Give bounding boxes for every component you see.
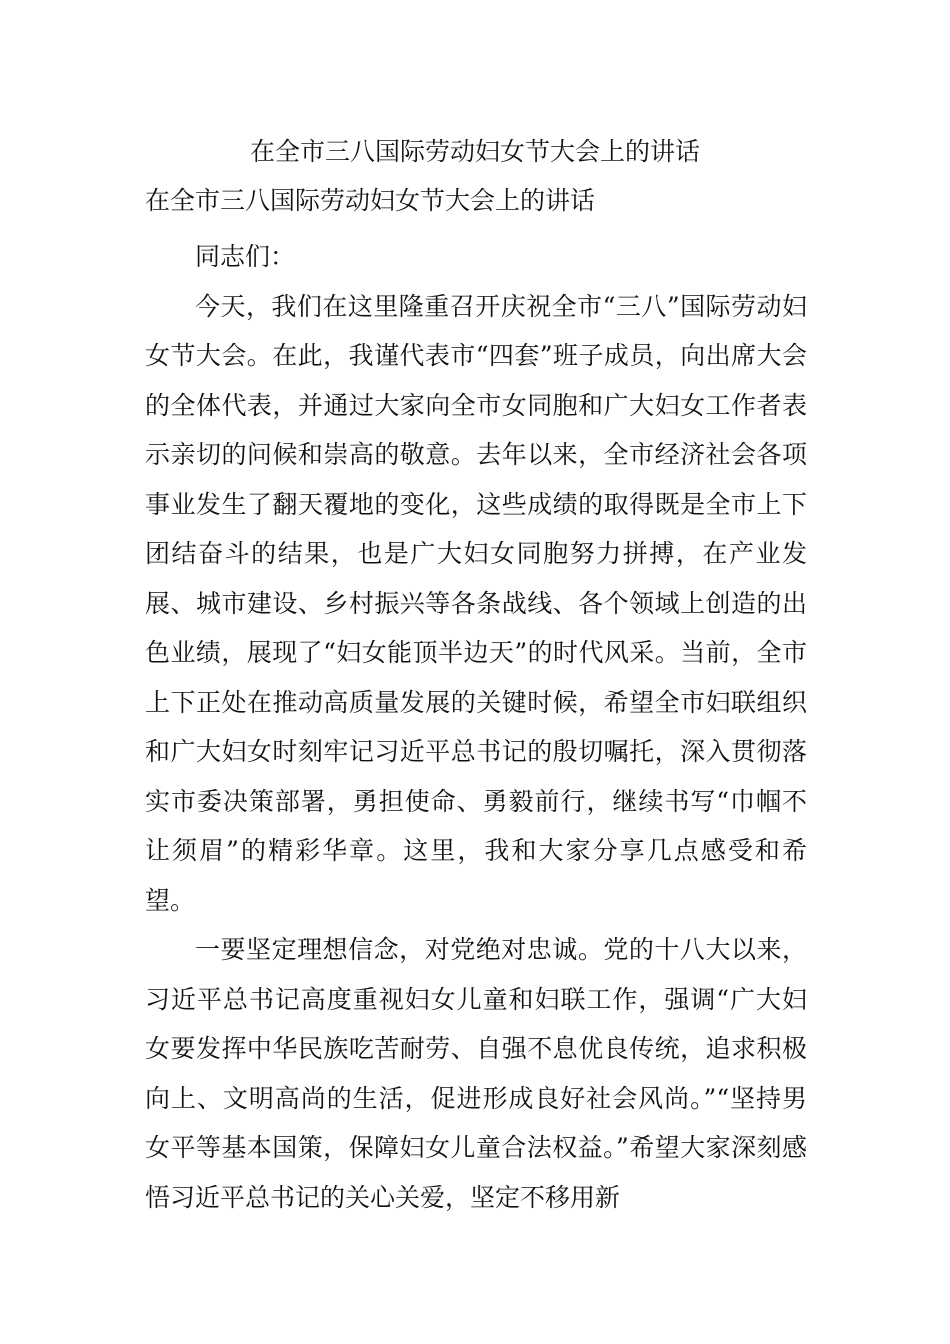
salutation: 同志们： <box>195 242 296 271</box>
document-title: 在全市三八国际劳动妇女节大会上的讲话 <box>249 137 700 166</box>
document-body <box>145 232 807 1222</box>
document-subtitle: 在全市三八国际劳动妇女节大会上的讲话 <box>145 186 596 215</box>
paragraph-2: 一要坚定理想信念，对党绝对忠诚。党的十八大以来，习近平总书记高度重视妇女儿童和妇联工作，强调“广大妇女要发挥中华民族吃苦耐劳、自强不息优良传统，追求积极向上、文明高尚的生活，促进形成良好社会风尚。”“坚持男女平等基本国策，保障妇女儿童合法权益。”希望大家深刻感悟习近平总书记的关心关爱，坚定不移用新 <box>145 935 807 1212</box>
paragraph-1: 今天，我们在这里隆重召开庆祝全市“三八”国际劳动妇女节大会。在此，我谨代表市“四套”班子成员，向出席大会的全体代表，并通过大家向全市女同胞和广大妇女工作者表示亲切的问候和崇高的敬意。去年以来，全市经济社会各项事业发生了翻天覆地的变化，这些成绩的取得既是全市上下团结奋斗的结果，也是广大妇女同胞努力拼搏，在产业发展、城市建设、乡村振兴等各条战线、各个领域上创造的出色业绩，展现了“妇女能顶半边天”的时代风采。当前，全市上下正处在推动高质量发展的关键时候，希望全市妇联组织和广大妇女时刻牢记习近平总书记的殷切嘱托，深入贯彻落实市委决策部署，勇担使命、勇毅前行，继续书写“巾帼不让须眉”的精彩华章。这里，我和大家分享几点感受和希望。 <box>145 291 807 915</box>
